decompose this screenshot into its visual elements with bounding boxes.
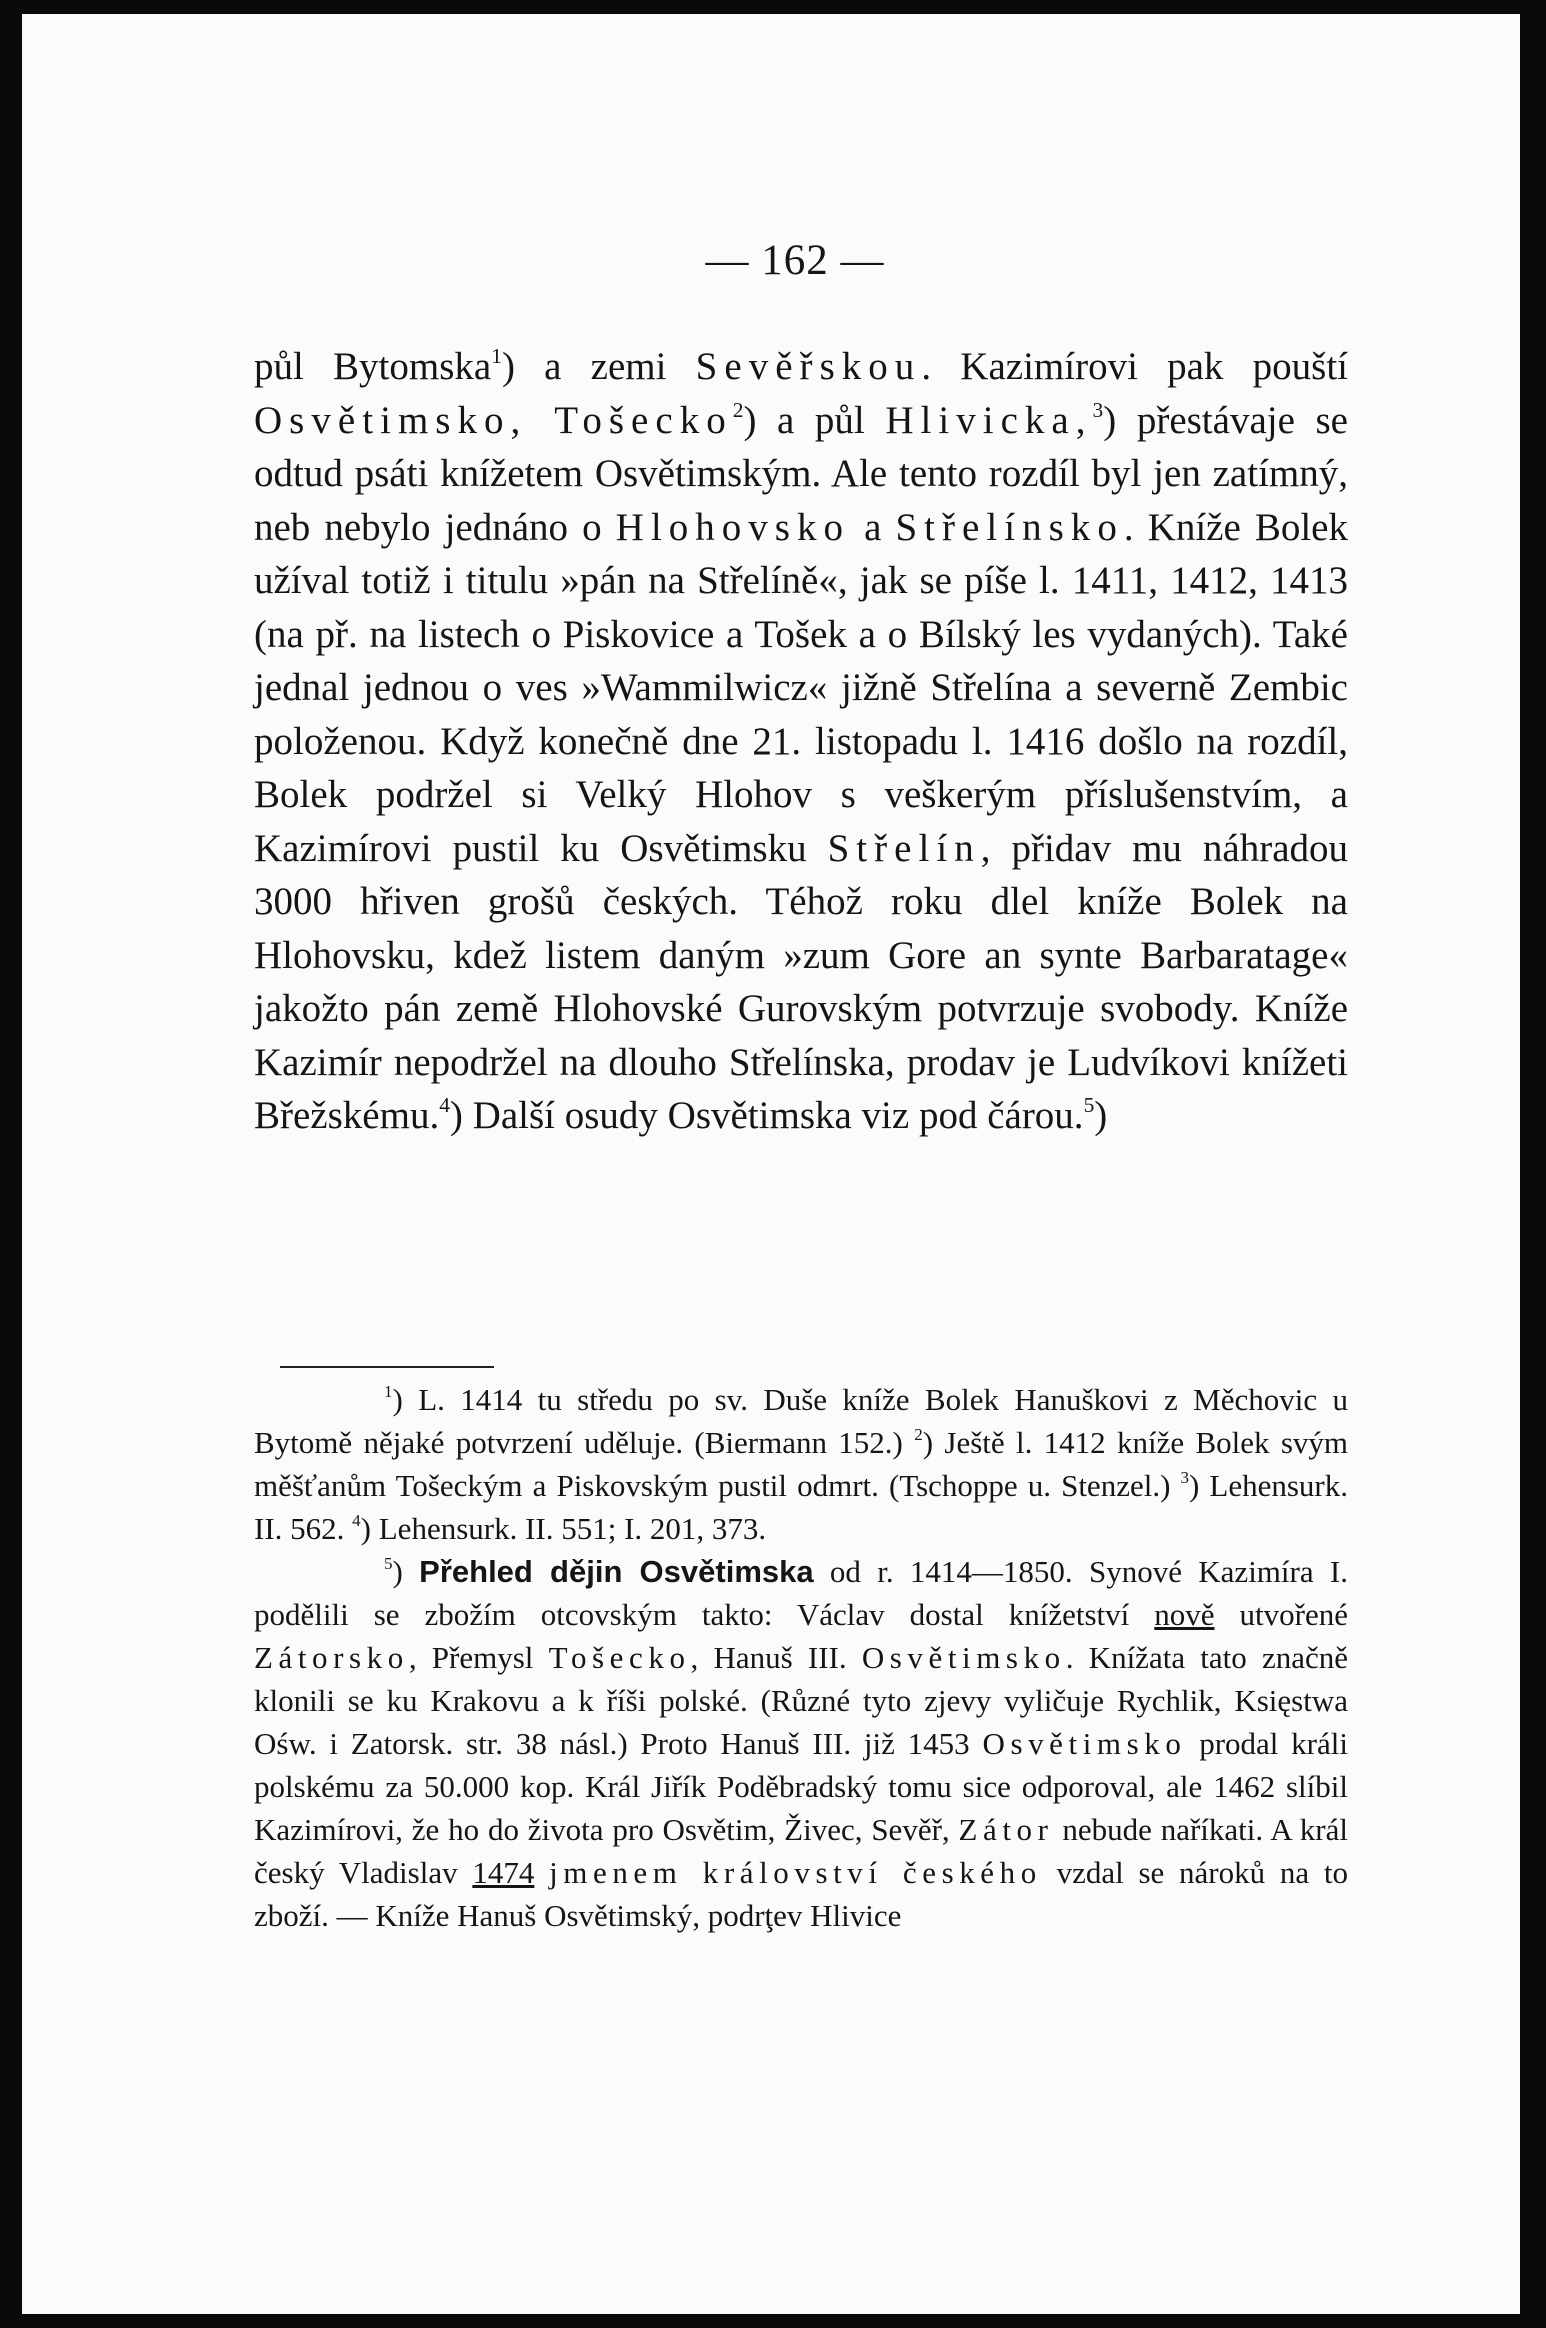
footnote-text: [534, 1855, 549, 1890]
footnotes: [254, 1378, 1348, 1937]
footnote-divider: [280, 1366, 494, 1368]
underlined-year: 1474: [472, 1855, 535, 1890]
footnote-number: 3: [1180, 1468, 1190, 1488]
spaced-term: Střelín: [827, 826, 981, 870]
spaced-term: Zátor: [958, 1812, 1054, 1847]
footnote-ref: 2: [732, 397, 744, 422]
text-run: . Kazimírovi pak pouští: [921, 345, 1348, 388]
footnote-heading: Přehled dějin Osvětimska: [419, 1554, 814, 1589]
footnote-number: 4: [352, 1511, 361, 1531]
text-run: ) a zemi: [501, 345, 696, 388]
text-run: ) přestávaje se odtud psáti knížetem Osvětimským. Ale tento rozdíl byl jen zatímný, neb nebylo jednáno o: [254, 398, 1348, 549]
footnote-block-5: [254, 1550, 1348, 1937]
spaced-term: Tošecko: [548, 1640, 691, 1675]
spaced-term: Osvětimsko: [982, 1726, 1187, 1761]
text-run: ) Další osudy Osvětimska viz pod čárou.: [449, 1094, 1084, 1137]
spaced-term: jmenem království českého: [549, 1855, 1042, 1890]
page-number: — 162 —: [705, 237, 885, 284]
footnote-text: . Knížata tato značně klonili se ku Krakovu a k říši polské. (Různé tyto zjevy vyličuje Rychlik, Księstwa Ośw. i Zatorsk. str. 38 násl.) Proto Hanuš III. již 1453: [254, 1640, 1348, 1761]
book-page: [22, 14, 1520, 2314]
footnote-text: vzdal se nároků na to zboží. — Kníže Hanuš Osvětimský, podrţev Hlivice: [254, 1855, 1348, 1933]
footnote-text: utvořené: [1214, 1597, 1348, 1632]
footnote-text: ) L. 1414 tu středu po sv. Duše kníže Bolek Hanuškovi z Měchovic u Bytomě nějaké potvrzení uděluje. (Biermann 152.): [254, 1382, 1348, 1460]
text-run: ): [1094, 1094, 1108, 1137]
spaced-term: Zátorsko: [254, 1640, 409, 1675]
footnote-text: ) Lehensurk. II. 562.: [254, 1468, 1349, 1546]
text-run: . Kníže Bolek užíval totiž i titulu »pán na Střelíně«, jak se píše l. 1411, 1412, 1413 (na př. na listech o Piskovice a Tošek a o Bílský les vydaných). Také jednal jednou o ves »Wammilwicz« jižně Střelína a severně Zembic položenou. Když konečně dne 21. listopadu l. 1416 došlo na rozdíl, Bolek podržel si Velký Hlohov s veškerým příslušenstvím, a Kazimírovi pustil ku Osvětimsku: [254, 505, 1348, 870]
footnote-text: ): [392, 1554, 420, 1589]
footnote-text: nebude naříkati. A král český Vladislav: [254, 1812, 1348, 1890]
main-paragraph: [254, 340, 1348, 1143]
footnote-ref: 1: [491, 343, 502, 368]
spaced-term: Osvětimsko, Tošecko: [254, 398, 733, 442]
footnote-ref: 4: [439, 1092, 450, 1117]
text-run: a: [850, 505, 896, 549]
footnote-text: od r. 1414—1850. Synové Kazimíra I. podělili se zbožím otcovským takto: Václav dostal knížetství: [254, 1554, 1348, 1632]
text-run: půl Bytomska: [254, 345, 492, 388]
footnote-text: , Hanuš III.: [690, 1640, 862, 1675]
footnote-ref: 3: [1092, 397, 1104, 422]
spaced-term: Hlohovsko: [615, 505, 851, 549]
footnote-block-1: [254, 1378, 1348, 1550]
footnote-text: ) Ještě l. 1412 kníže Bolek svým měšťanům Tošeckým a Piskovským pustil odmrt. (Tschoppe u. Stenzel.): [254, 1425, 1348, 1503]
text-run: , přidav mu náhradou 3000 hřiven grošů českých. Téhož roku dlel kníže Bolek na Hlohovsku, kdež listem daným »zum Gore an synte Barbaratage« jakožto pán země Hlohovské Gurovským potvrzuje svobody. Kníže Kazimír nepodržel na dlouho Střelínska, prodav je Ludvíkovi knížeti Břežskému.: [254, 826, 1348, 1137]
footnote-text: prodal králi polskému za 50.000 kop. Král Jiřík Poděbradský tomu sice odporoval, ale 1462 slíbil Kazimírovi, že ho do života pro Osvětim, Živec, Sevěř,: [254, 1726, 1348, 1847]
spaced-term: Střelínsko: [895, 505, 1124, 549]
text-run: ) a půl: [743, 398, 886, 442]
footnote-number: 1: [384, 1382, 393, 1402]
footnote-number: 5: [384, 1554, 393, 1574]
underlined-word: nově: [1154, 1597, 1215, 1632]
footnote-ref: 5: [1083, 1092, 1095, 1117]
footnote-text: , Přemysl: [408, 1640, 549, 1675]
spaced-term: Hlivicka,: [885, 398, 1093, 442]
footnote-text: ) Lehensurk. II. 551; I. 201, 373.: [360, 1511, 767, 1546]
footnote-number: 2: [914, 1425, 923, 1445]
spaced-term: Osvětimsko: [861, 1640, 1066, 1675]
spaced-term: Sevěřskou: [695, 345, 922, 388]
